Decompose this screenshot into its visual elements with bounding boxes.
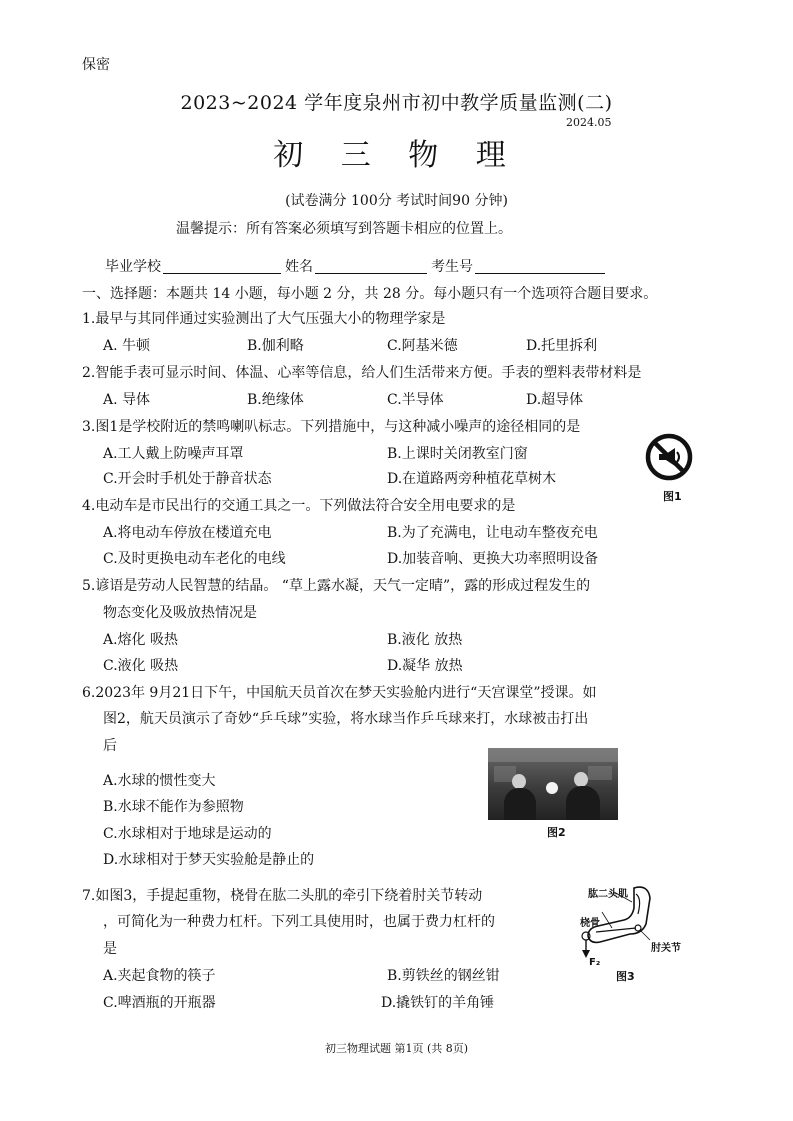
fig3-label-joint: 肘关节 <box>651 943 681 954</box>
page-footer: 初三物理试题 第1页 (共 8页) <box>324 1042 469 1055</box>
q4-option-c[interactable]: C.及时更换电动车老化的电线 <box>103 551 286 567</box>
question-6-stem-line-2: 图2，航天员演示了奇妙“乒乓球”实验，将水球当作乒乓球来打，水球被击打出 <box>103 711 589 727</box>
q1-option-c[interactable]: C.阿基米德 <box>387 338 458 354</box>
q5-option-c[interactable]: C.液化 吸热 <box>103 658 179 674</box>
q5-option-a[interactable]: A.熔化 吸热 <box>103 632 179 648</box>
q4-option-d[interactable]: D.加装音响、更换大功率照明设备 <box>387 551 599 567</box>
figure-2-caption: 图2 <box>547 826 566 839</box>
fig3-label-muscle: 肱二头肌 <box>588 889 628 900</box>
warm-tip: 温馨提示：所有答案必须填写到答题卡相应的位置上。 <box>176 221 512 237</box>
figure-3-caption: 图3 <box>616 970 635 983</box>
no-horn-sign-icon <box>644 432 694 482</box>
question-2-stem: 2.智能手表可显示时间、体温、心率等信息，给人们生活带来方便。手表的塑料表带材料是 <box>82 365 642 381</box>
subject-title: 初 三 物 理 <box>273 138 520 173</box>
q3-option-c[interactable]: C.开会时手机处于静音状态 <box>103 471 272 487</box>
question-5-stem-line-2: 物态变化及吸放热情况是 <box>103 605 257 621</box>
q7-option-c[interactable]: C.啤酒瓶的开瓶器 <box>103 995 216 1011</box>
exam-date: 2024.05 <box>566 116 612 129</box>
q7-option-a[interactable]: A.夹起食物的筷子 <box>103 968 216 984</box>
q1-option-b[interactable]: B.伽利略 <box>247 338 304 354</box>
exam-meta: (试卷满分 100分 考试时间90 分钟) <box>285 193 508 209</box>
question-6-stem-line-1: 6.2023年 9月21日下午，中国航天员首次在梦天实验舱内进行“天宫课堂”授课。如 <box>82 685 597 701</box>
fig3-label-force: F₂ <box>589 957 601 968</box>
question-7-stem-line-2: ，可简化为一种费力杠杆。下列工具使用时，也属于费力杠杆的 <box>103 914 495 930</box>
q4-option-a[interactable]: A.将电动车停放在楼道充电 <box>103 525 272 541</box>
id-label: 考生号 <box>431 259 473 275</box>
q3-option-a[interactable]: A.工人戴上防噪声耳罩 <box>103 446 244 462</box>
q4-option-b[interactable]: B.为了充满电，让电动车整夜充电 <box>387 525 598 541</box>
question-6-stem-line-3: 后 <box>103 738 117 754</box>
q6-option-d[interactable]: D.水球相对于梦天实验舱是静止的 <box>103 852 315 868</box>
q5-option-d[interactable]: D.凝华 放热 <box>387 658 463 674</box>
student-info-row <box>105 256 609 276</box>
q6-option-a[interactable]: A.水球的惯性变大 <box>103 773 216 789</box>
q1-option-d[interactable]: D.托里拆利 <box>526 338 598 354</box>
q7-option-d[interactable]: D.撬铁钉的羊角锤 <box>381 995 495 1011</box>
question-5-stem-line-1: 5.谚语是劳动人民智慧的结晶。 “草上露水凝，天气一定晴”，露的形成过程发生的 <box>82 578 591 594</box>
astronaut-photo <box>488 748 618 820</box>
q6-option-b[interactable]: B.水球不能作为参照物 <box>103 799 244 815</box>
q6-option-c[interactable]: C.水球相对于地球是运动的 <box>103 826 272 842</box>
id-blank[interactable] <box>475 259 605 274</box>
question-3-stem: 3.图1是学校附近的禁鸣喇叭标志。下列措施中，与这种减小噪声的途径相同的是 <box>82 419 581 435</box>
question-7-stem-line-3: 是 <box>103 941 117 957</box>
q5-option-b[interactable]: B.液化 放热 <box>387 632 463 648</box>
figure-1-caption: 图1 <box>663 490 682 503</box>
q2-option-d[interactable]: D.超导体 <box>526 392 584 408</box>
name-blank[interactable] <box>315 259 427 274</box>
school-blank[interactable] <box>163 259 281 274</box>
school-label: 毕业学校 <box>105 259 161 275</box>
question-4-stem: 4.电动车是市民出行的交通工具之一。下列做法符合安全用电要求的是 <box>82 498 516 514</box>
exam-title: 2023~2024 学年度泉州市初中教学质量监测(二) <box>180 92 613 114</box>
fig3-label-bone: 桡骨 <box>580 918 600 929</box>
question-7-stem-line-1: 7.如图3，手提起重物，桡骨在肱二头肌的牵引下绕着肘关节转动 <box>82 888 483 904</box>
q3-option-d[interactable]: D.在道路两旁种植花草树木 <box>387 471 557 487</box>
q2-option-a[interactable]: A. 导体 <box>103 392 151 408</box>
q2-option-b[interactable]: B.绝缘体 <box>247 392 304 408</box>
section-heading: 一、选择题：本题共 14 小题，每小题 2 分，共 28 分。每小题只有一个选项符合题目要求。 <box>82 286 658 302</box>
q1-option-a[interactable]: A. 牛顿 <box>103 338 151 354</box>
confidential-mark: 保密 <box>82 57 110 73</box>
name-label: 姓名 <box>285 259 313 275</box>
q7-option-b[interactable]: B.剪铁丝的钢丝钳 <box>387 968 500 984</box>
q2-option-c[interactable]: C.半导体 <box>387 392 444 408</box>
q3-option-b[interactable]: B.上课时关闭教室门窗 <box>387 446 528 462</box>
question-1-stem: 1.最早与其同伴通过实验测出了大气压强大小的物理学家是 <box>82 311 446 327</box>
